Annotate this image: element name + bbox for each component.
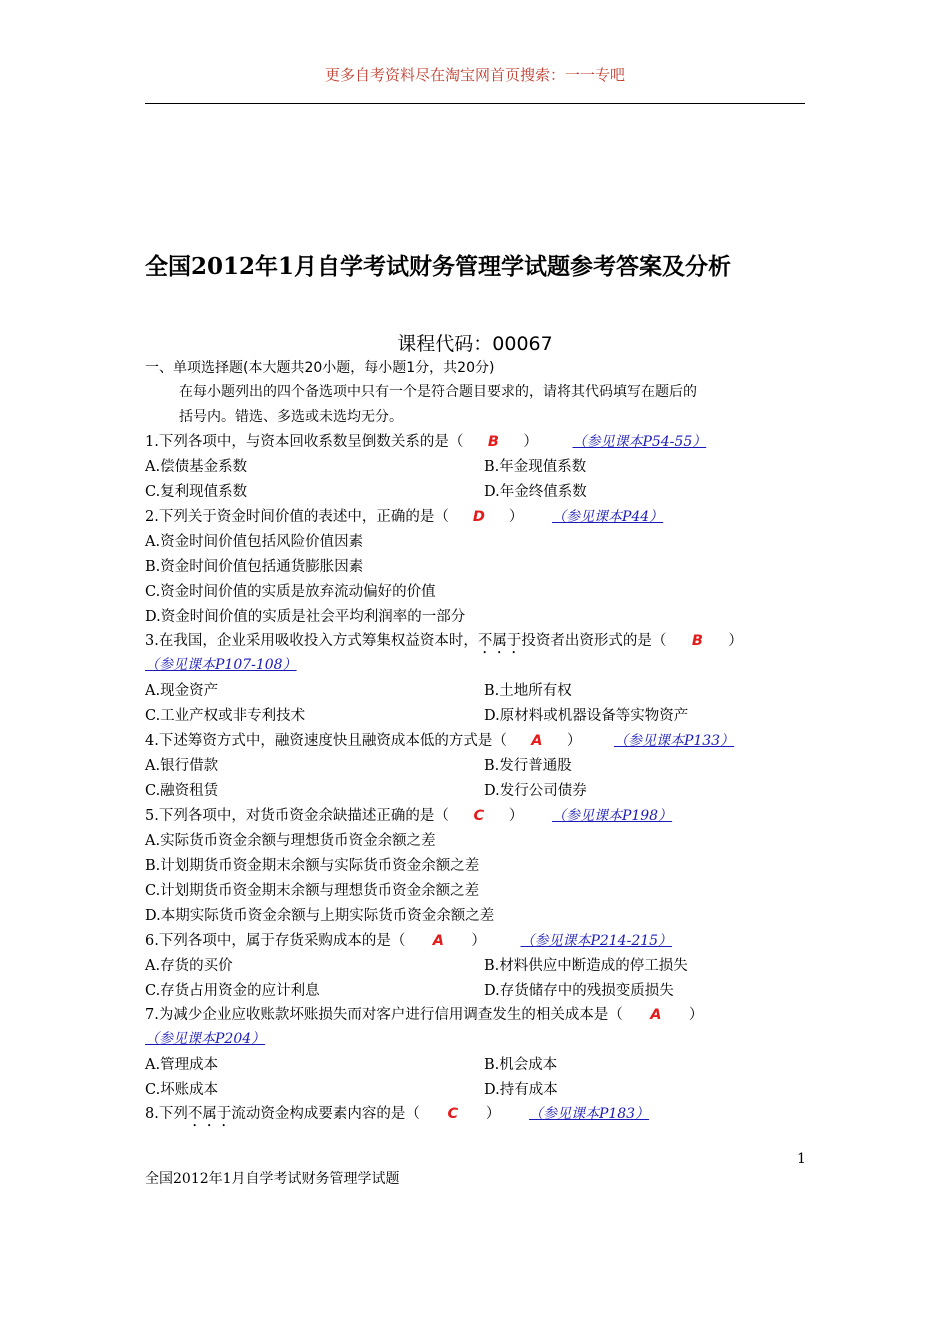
question-stem: 5.下列各项中，对货币资金余缺描述正确的是（ (145, 808, 449, 824)
option-d: D.本期实际货币资金余额与上期实际货币资金余额之差 (145, 908, 495, 924)
option-b: B.材料供应中断造成的停工损失 (484, 958, 688, 974)
section-instruction-2: 括号内。错选、多选或未选均无分。 (179, 409, 403, 425)
option-d: D.持有成本 (484, 1082, 558, 1098)
option-c: C.复利现值系数 (145, 484, 248, 500)
emphasis-text: 不属于 (187, 1106, 232, 1122)
question-1 (145, 430, 706, 451)
question-stem-cont: 流动资金构成要素内容的是（ (231, 1106, 420, 1122)
emphasis-text: 不属于 (477, 633, 522, 649)
option-d: D.存货储存中的残损变质损失 (484, 983, 674, 999)
section-instruction-1: 在每小题列出的四个备选项中只有一个是符合题目要求的，请将其代码填写在题后的 (179, 384, 697, 400)
question-close: ） (566, 733, 582, 749)
option-c: C.工业产权或非专利技术 (145, 708, 306, 724)
answer-key: C (473, 808, 485, 824)
option-a: A.管理成本 (145, 1057, 219, 1073)
answer-key: A (531, 733, 543, 749)
textbook-reference: （参见课本P198） (551, 808, 673, 824)
header-note: 更多自考资料尽在淘宝网首页搜索：一一专吧 (324, 66, 625, 84)
answer-key: B (691, 633, 703, 649)
question-6 (145, 929, 672, 950)
page-number: 1 (797, 1151, 806, 1167)
option-c: C.存货占用资金的应计利息 (145, 983, 320, 999)
option-a: A.实际货币资金余额与理想货币资金余额之差 (145, 833, 436, 849)
question-3-ref-line (145, 654, 297, 674)
page-footer: 全国2012年1月自学考试财务管理学试题 (145, 1171, 400, 1187)
question-stem: 2.下列关于资金时间价值的表述中，正确的是（ (145, 509, 449, 525)
question-stem: 6.下列各项中，属于存货采购成本的是（ (145, 933, 406, 949)
question-7 (145, 1003, 703, 1024)
question-3 (145, 629, 743, 657)
option-b: B.发行普通股 (484, 758, 572, 774)
section-heading: 一、单项选择题(本大题共20小题，每小题1分，共20分) (145, 360, 495, 376)
option-d: D.资金时间价值的实质是社会平均利润率的一部分 (145, 609, 466, 625)
option-a: A.资金时间价值包括风险价值因素 (145, 534, 364, 550)
answer-key: B (487, 434, 499, 450)
option-b: B.机会成本 (484, 1057, 558, 1073)
option-b: B.计划期货币资金期末余额与实际货币资金余额之差 (145, 858, 480, 874)
question-close: ） (485, 1106, 501, 1122)
header-divider (145, 103, 805, 104)
course-code: 课程代码：00067 (397, 333, 553, 355)
option-b: B.土地所有权 (484, 683, 572, 699)
question-7-ref-line (145, 1028, 265, 1048)
question-close: ） (688, 1007, 704, 1023)
textbook-reference: （参见课本P204） (145, 1031, 266, 1047)
option-c: C.坏账成本 (145, 1082, 219, 1098)
question-stem-cont: 投资者出资形式的是（ (521, 633, 667, 649)
option-b: B.资金时间价值包括通货膨胀因素 (145, 559, 364, 575)
question-close: ） (508, 808, 524, 824)
textbook-reference: （参见课本P44） (551, 509, 664, 525)
question-8 (145, 1102, 649, 1130)
textbook-reference: （参见课本P133） (613, 733, 735, 749)
answer-key: C (447, 1106, 459, 1122)
question-stem: 1.下列各项中，与资本回收系数呈倒数关系的是（ (145, 434, 464, 450)
question-close: ） (508, 509, 524, 525)
answer-key: A (650, 1007, 662, 1023)
question-close: ） (471, 933, 486, 949)
option-c: C.资金时间价值的实质是放弃流动偏好的价值 (145, 584, 436, 600)
option-a: A.存货的买价 (145, 958, 233, 974)
question-5 (145, 804, 672, 825)
option-d: D.发行公司债券 (484, 783, 587, 799)
question-stem: 7.为减少企业应收账款坏账损失而对客户进行信用调查发生的相关成本是（ (145, 1007, 623, 1023)
option-d: D.原材料或机器设备等实物资产 (484, 708, 689, 724)
option-a: A.银行借款 (145, 758, 219, 774)
question-stem: 4.下述筹资方式中，融资速度快且融资成本低的方式是（ (145, 733, 507, 749)
page-title: 全国2012年1月自学考试财务管理学试题参考答案及分析 (145, 253, 732, 280)
option-a: A.现金资产 (145, 683, 219, 699)
option-d: D.年金终值系数 (484, 484, 587, 500)
question-2 (145, 505, 663, 526)
textbook-reference: （参见课本P54-55） (572, 434, 707, 450)
question-close: ） (728, 633, 743, 649)
answer-key: A (432, 933, 444, 949)
question-stem: 8.下列 (145, 1106, 188, 1122)
answer-key: D (472, 509, 485, 525)
question-stem: 3.在我国，企业采用吸收投入方式筹集权益资本时， (145, 633, 478, 649)
option-c: C.计划期货币资金期末余额与理想货币资金余额之差 (145, 883, 480, 899)
textbook-reference: （参见课本P183） (528, 1106, 650, 1122)
textbook-reference: （参见课本P107-108） (145, 657, 297, 673)
option-b: B.年金现值系数 (484, 459, 587, 475)
question-4 (145, 729, 734, 750)
option-c: C.融资租赁 (145, 783, 219, 799)
textbook-reference: （参见课本P214-215） (520, 933, 673, 949)
question-close: ） (523, 434, 538, 450)
option-a: A.偿债基金系数 (145, 459, 248, 475)
